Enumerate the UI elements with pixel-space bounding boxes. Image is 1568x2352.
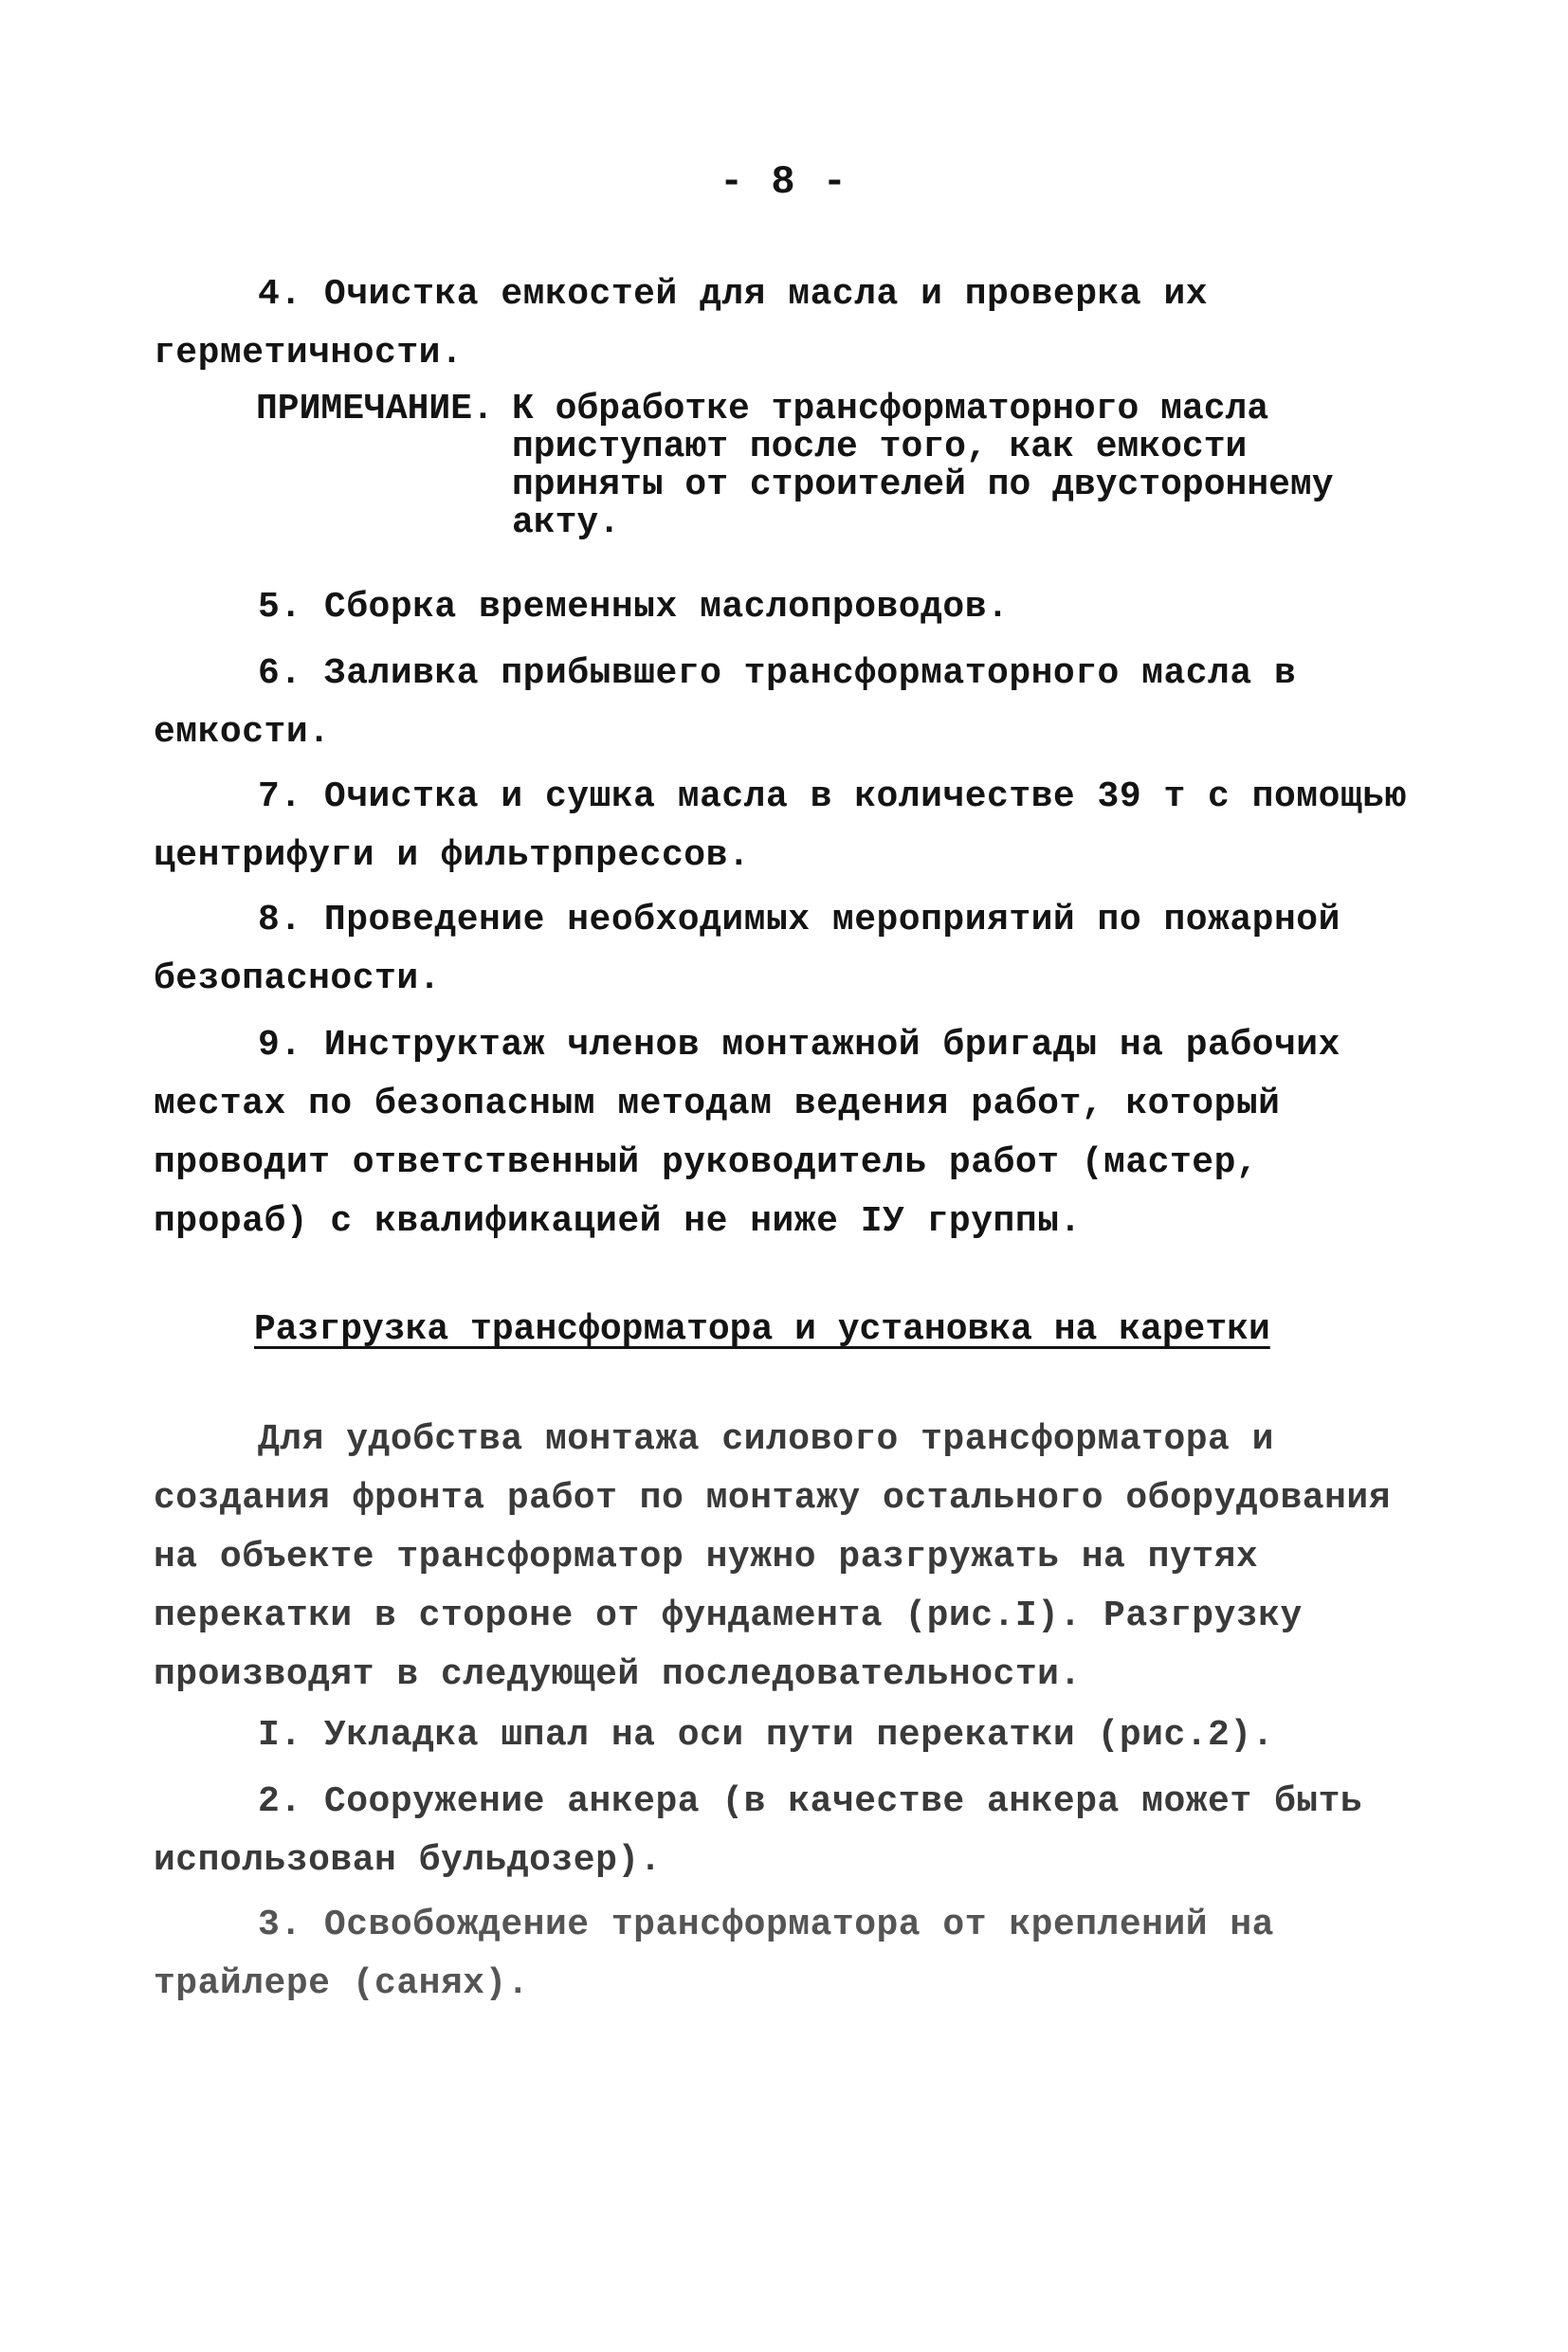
list-item-5: 5. Сборка временных маслопроводов. bbox=[258, 587, 1010, 628]
list-item-8: 8. Проведение необходимых мероприятий по пожарной безопасности. bbox=[154, 900, 1340, 999]
step-3: 3. Освобождение трансформатора от креплений на трайлере (санях). bbox=[154, 1905, 1274, 2004]
note-label: ПРИМЕЧАНИЕ. bbox=[256, 389, 494, 429]
list-item-4: 4. Очистка емкостей для масла и проверка их герметичности. bbox=[154, 274, 1209, 374]
step-2: 2. Сооружение анкера (в качестве анкера может быть использован бульдозер). bbox=[154, 1781, 1363, 1881]
list-item-6: 6. Заливка прибывшего трансформаторного масла в емкости. bbox=[154, 653, 1297, 753]
list-item-7: 7. Очистка и сушка масла в количестве 39 т с помощью центрифуги и фильтрпрессов. bbox=[154, 776, 1407, 876]
note-text: К обработке трансформаторного масла приступают после того, как емкости приняты от строителей по двустороннему акту. bbox=[512, 389, 1334, 543]
section-heading: Разгрузка трансформатора и установка на каретки bbox=[254, 1309, 1270, 1350]
step-1: I. Укладка шпал на оси пути перекатки (рис.2). bbox=[258, 1715, 1274, 1756]
list-item-9: 9. Инструктаж членов монтажной бригады на рабочих местах по безопасным методам ведения работ, который проводит ответственный руководитель работ (мастер, прораб) с квалификацией не ниже IУ группы. bbox=[154, 1025, 1340, 1242]
note bbox=[256, 391, 1413, 542]
page-number: - 8 - bbox=[719, 159, 849, 205]
section-intro: Для удобства монтажа силового трансформатора и создания фронта работ по монтажу остального оборудования на объекте трансформатор нужно разгружать на путях перекатки в стороне от фундамента (рис.I). Разгрузку производят в следующей последовательности. bbox=[154, 1419, 1392, 1695]
